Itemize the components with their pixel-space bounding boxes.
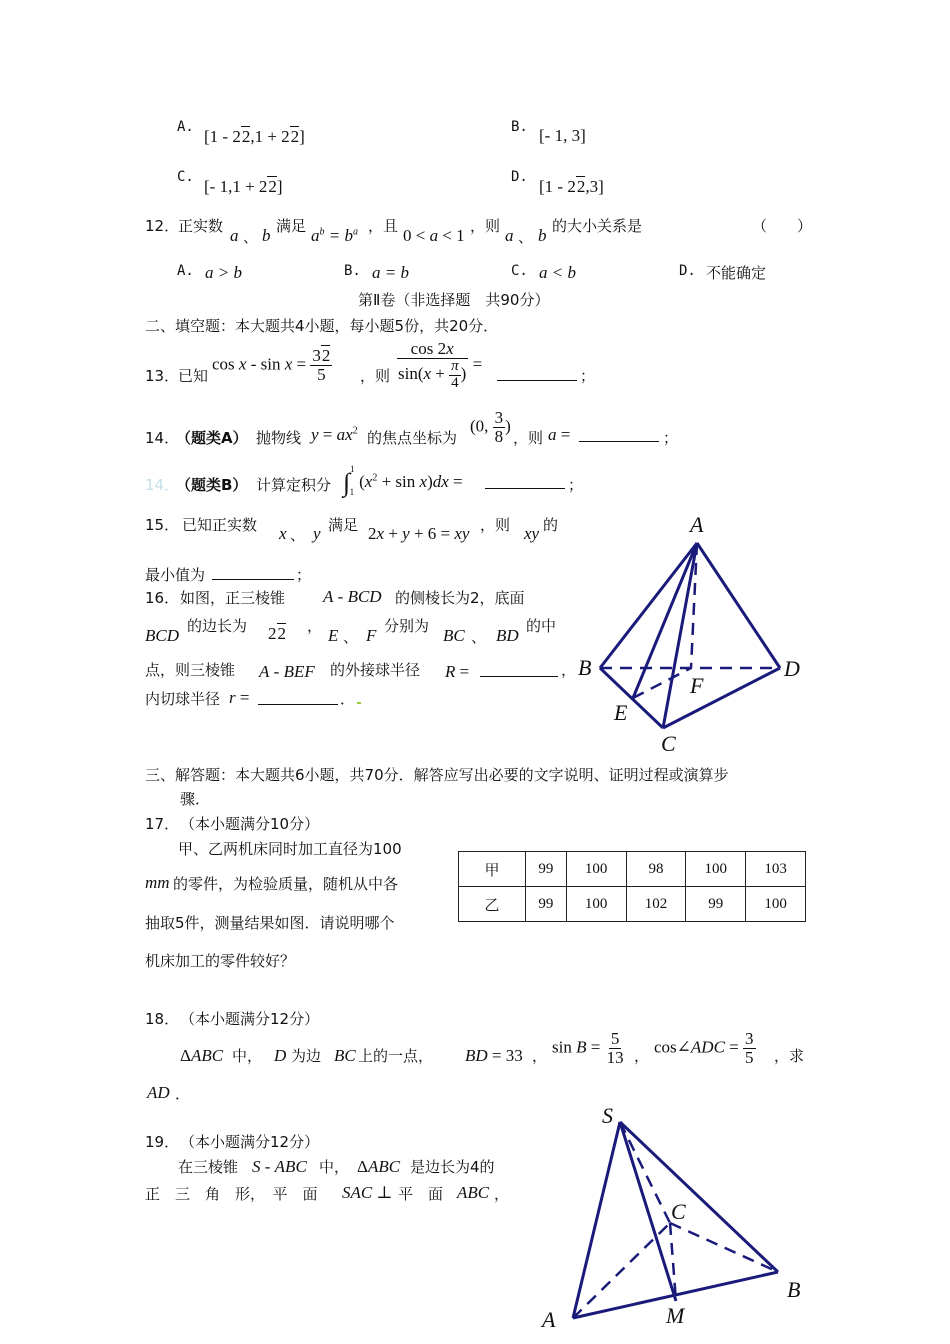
- table-cell: 103: [746, 852, 806, 887]
- q11-option-a-text: [1 - 22,1 + 22]: [204, 127, 305, 146]
- q11-option-d-text: [1 - 22,3]: [539, 177, 604, 196]
- q15-text-4: 的: [543, 516, 559, 534]
- q12-option-b-text: a = b: [372, 263, 409, 282]
- q17-line1: 甲、乙两机床同时加工直径为100: [178, 840, 402, 858]
- section3-heading-cont: 骤．: [180, 790, 211, 808]
- q18-text-5: ，: [634, 1047, 650, 1065]
- q16-line2b: 分别为: [384, 617, 430, 635]
- q12-text-2: 满足: [276, 217, 307, 235]
- q14a-answer-blank[interactable]: [579, 424, 659, 442]
- q14a-number: 14．: [145, 429, 180, 447]
- q14a-text-3: ，则: [513, 429, 544, 447]
- q19-sac: SAC ⊥: [342, 1183, 393, 1202]
- label-M: M: [666, 1303, 685, 1328]
- q12-condition: $a^b = b^a$: [311, 226, 358, 245]
- table-cell: 100: [686, 852, 746, 887]
- q12-option-a-text: a > b: [205, 263, 242, 282]
- q16-f: F: [366, 626, 377, 645]
- edge-CD: [663, 668, 780, 728]
- q18-ad: AD: [147, 1083, 170, 1102]
- q16-edge: 22: [268, 624, 286, 643]
- q11-option-c-text: [- 1,1 + 22]: [204, 177, 283, 196]
- q16-line2c: 的中: [526, 617, 557, 635]
- q19-pyramid: S - ABC: [252, 1157, 307, 1176]
- q16-sep-2: 、: [471, 628, 487, 646]
- q13-answer-blank[interactable]: [497, 362, 577, 381]
- q18-text-3: 上的一点，: [358, 1047, 434, 1065]
- q12-option-b-label: B.: [344, 263, 361, 279]
- q14b-number: 14．: [145, 476, 180, 494]
- q16-bc: BC: [443, 626, 465, 645]
- q19-triangle: ΔABC: [357, 1157, 401, 1176]
- q11-option-c-label: C.: [177, 169, 194, 185]
- pyramid-figure-2: [530, 1095, 820, 1344]
- q16-line2a: 的边长为: [187, 617, 248, 635]
- q14b-integral: $\int^1_1(x^2 + \sin x)dx$ =: [343, 464, 463, 497]
- q12-var-b: b: [262, 226, 271, 245]
- label-F: F: [690, 673, 704, 698]
- table-cell: 99: [526, 852, 567, 887]
- q12-text-5: 的大小关系是: [552, 217, 643, 235]
- q13-expression: cos 2x sin(x + $\frac{\pi}{4}$ ) =: [398, 339, 483, 391]
- q18-bc: BC: [334, 1046, 356, 1065]
- q12-sep-2: 、: [518, 228, 534, 246]
- q16-line1b: 的侧棱长为2，底面: [395, 589, 525, 607]
- q16-pyramid-2: A - BEF: [259, 662, 315, 681]
- q12-range: 0 < a < 1: [403, 226, 465, 245]
- edge-BC: [600, 668, 663, 728]
- q17-number: 17．: [145, 815, 180, 833]
- q15-answer-blank[interactable]: [212, 562, 294, 580]
- q17-line4: 机床加工的零件较好？: [145, 952, 296, 970]
- table-row: [459, 887, 806, 922]
- q15-sep: 、: [290, 526, 306, 544]
- q18-text-2: 为边: [291, 1047, 322, 1065]
- q16-end: ．: [340, 690, 356, 708]
- q16-comma: ，: [307, 617, 323, 635]
- q14b-text-1: 计算定积分: [256, 476, 332, 494]
- q18-triangle: ΔABC: [180, 1046, 224, 1065]
- edge-SC-hidden: [620, 1122, 670, 1223]
- q14b-tag: （题类B）: [176, 476, 248, 494]
- q15-text-3: ，则: [480, 516, 511, 534]
- q19-line1b: 中，: [319, 1158, 350, 1176]
- q19-line1a: 在三棱锥: [178, 1158, 239, 1176]
- q13-text-1: 已知: [178, 367, 209, 385]
- label-B: B: [787, 1277, 801, 1302]
- q18-text-4: ，: [532, 1047, 548, 1065]
- q17-points: （本小题满分10分）: [180, 815, 320, 833]
- q14b-end: ；: [568, 476, 584, 494]
- q12-option-a-label: A.: [177, 263, 194, 279]
- label-E: E: [614, 700, 628, 725]
- q16-number: 16．: [145, 589, 180, 607]
- table-cell: 100: [566, 887, 626, 922]
- q14a-end: ；: [663, 429, 679, 447]
- q18-cosadc: cos∠ADC = $\frac{3}{5}$: [654, 1029, 754, 1067]
- q18-bd: BD = 33: [465, 1046, 523, 1065]
- q18-text-1: 中，: [232, 1047, 263, 1065]
- q16-line1a: 如图，正三棱锥: [180, 589, 286, 607]
- q12-text-1: 正实数: [178, 217, 224, 235]
- q16-blank-r[interactable]: [258, 686, 338, 705]
- table-cell: 102: [626, 887, 686, 922]
- q13-number: 13．: [145, 367, 180, 385]
- q13-text-2: ，则: [360, 367, 391, 385]
- q18-text-6: ，求: [774, 1047, 805, 1065]
- q11-option-d-label: D.: [511, 169, 528, 185]
- pyramid-figure-1: [570, 510, 810, 760]
- q14b-answer-blank[interactable]: [485, 471, 565, 489]
- edge-AE: [633, 543, 697, 698]
- q12-sep: 、: [243, 228, 259, 246]
- stray-mark: [357, 702, 361, 704]
- table-row: [459, 852, 806, 887]
- q14a-text-2: 的焦点坐标为: [367, 429, 458, 447]
- q14a-text-1: 抛物线: [256, 429, 302, 447]
- table-cell: 100: [566, 852, 626, 887]
- q16-comma-2: ，: [561, 661, 577, 679]
- table-cell: 99: [686, 887, 746, 922]
- q18-sinb: sin B = $\frac{5}{13}$: [552, 1029, 624, 1067]
- q18-end: ．: [175, 1085, 191, 1103]
- q13-end: ；: [580, 367, 596, 385]
- q15-equation: 2x + y + 6 = xy: [368, 524, 470, 543]
- label-S: S: [602, 1103, 613, 1128]
- label-A: A: [690, 512, 704, 537]
- row-name: 乙: [459, 887, 526, 922]
- q19-line1c: 是边长为4的: [410, 1158, 495, 1176]
- q11-option-b-text: [- 1, 3]: [539, 126, 586, 145]
- q16-blank-R[interactable]: [480, 658, 558, 677]
- label-A: A: [542, 1307, 556, 1332]
- q15-line2: 最小值为: [145, 566, 206, 584]
- q15-text-2: 满足: [328, 516, 359, 534]
- q12-option-d-label: D.: [679, 263, 696, 279]
- q12-var-b-2: b: [538, 226, 547, 245]
- q16-line4a: 内切球半径: [145, 690, 221, 708]
- part2-title: 第Ⅱ卷（非选择题 共90分）: [358, 291, 550, 309]
- q12-option-c-text: a < b: [539, 263, 576, 282]
- q12-option-d-text: 不能确定: [706, 264, 767, 282]
- section2-heading: 二、填空题：本大题共4小题，每小题5份，共20分．: [145, 317, 499, 335]
- q16-bcd: BCD: [145, 626, 179, 645]
- q12-var-a-2: a: [505, 226, 514, 245]
- q15-end: ；: [296, 566, 312, 584]
- label-C: C: [661, 731, 676, 756]
- q12-text-3: ，且: [368, 217, 399, 235]
- q16-line3b: 的外接球半径: [330, 661, 421, 679]
- q12-text-4: ，则: [470, 217, 501, 235]
- q19-abc: ABC: [457, 1183, 490, 1202]
- q18-points: （本小题满分12分）: [180, 1010, 320, 1028]
- q16-bd: BD: [496, 626, 519, 645]
- q13-equation: cos x - sin x = $\frac{32}{5}$: [212, 346, 331, 384]
- label-D: D: [784, 656, 800, 681]
- q12-bracket: （ ）: [752, 217, 813, 235]
- edge-EF-hidden: [633, 668, 691, 698]
- q14a-var: a =: [548, 425, 571, 444]
- table-cell: 100: [746, 887, 806, 922]
- q19-number: 19．: [145, 1133, 180, 1151]
- q17-unit: mm: [145, 873, 170, 892]
- edge-SA: [573, 1122, 620, 1318]
- q16-r-small: r =: [229, 688, 250, 707]
- label-B: B: [578, 655, 592, 680]
- q16-r-big: R =: [445, 662, 470, 681]
- q15-var-x: x: [279, 524, 287, 543]
- q18-var-d: D: [274, 1046, 287, 1065]
- q16-e: E: [328, 626, 339, 645]
- q19-points: （本小题满分12分）: [180, 1133, 320, 1151]
- q19-line2a: 正 三 角 形， 平 面: [145, 1185, 318, 1203]
- edge-AC: [663, 543, 697, 728]
- q14a-equation: $y = ax^2$: [311, 425, 358, 444]
- label-C: C: [671, 1199, 686, 1224]
- row-name: 甲: [459, 852, 526, 887]
- q16-pyramid-1: A - BCD: [323, 587, 382, 606]
- table-cell: 98: [626, 852, 686, 887]
- table-cell: 99: [526, 887, 567, 922]
- edge-BC-hidden: [670, 1223, 778, 1272]
- section3-heading: 三、解答题：本大题共6小题，共70分．解答应写出必要的文字说明、证明过程或演算步: [145, 766, 729, 784]
- q12-number: 12．: [145, 217, 180, 235]
- q12-option-c-label: C.: [511, 263, 528, 279]
- q15-number: 15．: [145, 516, 180, 534]
- q15-var-xy: xy: [524, 524, 540, 543]
- q15-text-1: 已知正实数: [182, 516, 258, 534]
- q14a-tag: （题类A）: [176, 429, 248, 447]
- q12-var-a: a: [230, 226, 239, 245]
- q16-sep-1: 、: [343, 628, 359, 646]
- q14a-point: (0, $\frac{3}{8}$ ): [470, 408, 511, 446]
- q17-line2: 的零件，为检验质量，随机从中各: [173, 875, 399, 893]
- q17-line3: 抽取5件，测量结果如图．请说明哪个: [145, 914, 395, 932]
- q18-number: 18．: [145, 1010, 180, 1028]
- q15-var-y: y: [313, 524, 321, 543]
- q19-line2b: 平 面: [398, 1185, 444, 1203]
- edge-AD: [697, 543, 780, 668]
- measurement-table: [458, 851, 806, 922]
- q19-end: ，: [494, 1185, 510, 1203]
- q11-option-a-label: A.: [177, 119, 194, 135]
- q11-option-b-label: B.: [511, 119, 528, 135]
- edge-AB: [600, 543, 697, 668]
- q16-line3a: 点，则三棱锥: [145, 661, 236, 679]
